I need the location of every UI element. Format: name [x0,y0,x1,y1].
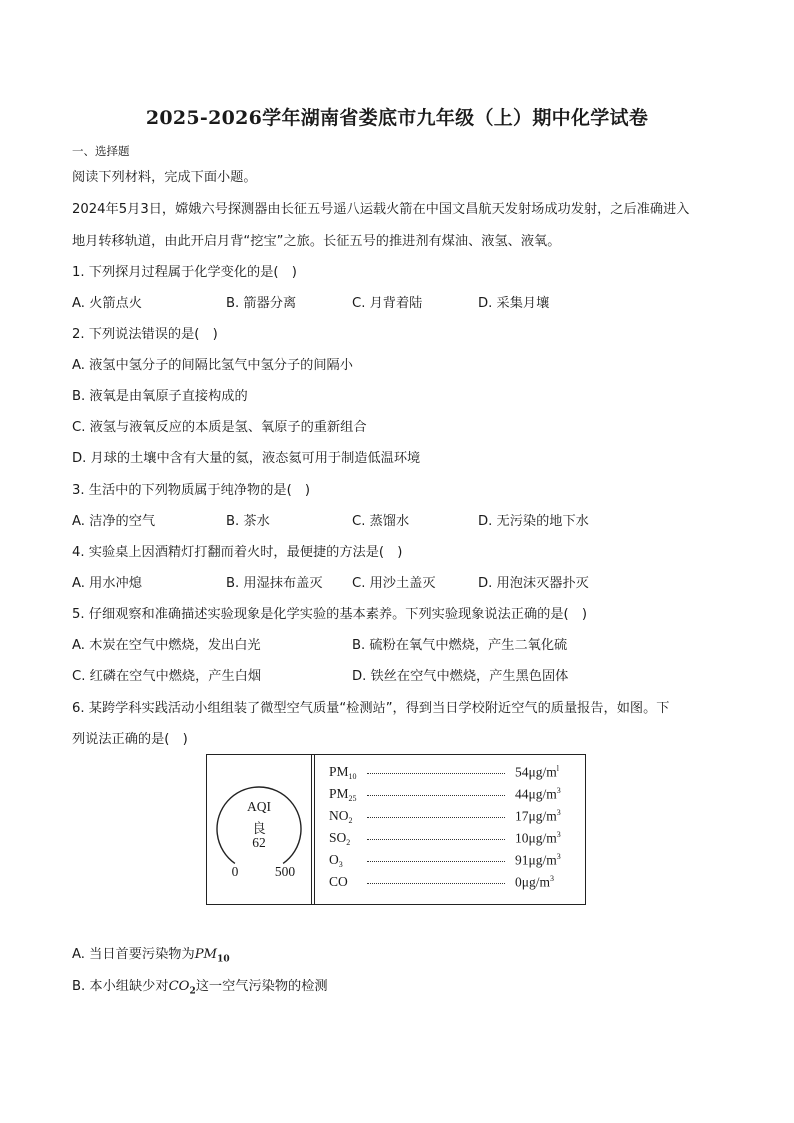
pollutant-name: $NO_2$ [329,808,353,825]
question-6-option-b: B. 本小组缺少对$CO_2$这一空气污染物的检测 [72,979,328,997]
aqi-scale-max: 500 [274,864,296,879]
pollutant-name: $PM_{10}$ [329,764,357,781]
aqi-level: 良 [252,821,266,836]
question-5-option-c: C. 红磷在空气中燃烧，产生白烟 [72,669,262,684]
question-6-stem-line-1: 6. 某跨学科实践活动小组组装了微型空气质量“检测站”，得到当日学校附近空气的质量报告，如图。下 [72,701,670,716]
question-6-stem-line-2: 列说法正确的是( ) [72,732,188,747]
leader-dots [367,861,505,862]
question-3-stem: 3. 生活中的下列物质属于纯净物的是( ) [72,483,311,498]
question-5-stem: 5. 仔细观察和准确描述实验现象是化学实验的基本素养。下列实验现象说法正确的是( ) [72,607,587,622]
question-1-option-d: D. 采集月壤 [478,296,550,311]
question-4-option-d: D. 用泡沫灭器扑灭 [478,576,589,591]
aqi-value: 62 [252,835,266,850]
leader-dots [367,839,505,840]
aqi-scale-min: 0 [231,864,239,879]
question-4-option-c: C. 用沙土盖灭 [352,576,436,591]
page-title: 2025-2026学年湖南省娄底市九年级（上）期中化学试卷 [145,107,649,129]
question-5-option-b: B. 硫粉在氧气中燃烧，产生二氧化硫 [352,638,568,653]
question-1-option-b: B. 箭器分离 [226,296,297,311]
pollutant-value: $54\mu g/m^l$ [515,764,559,780]
question-3-option-c: C. 蒸馏水 [352,514,410,529]
question-4-option-b: B. 用湿抹布盖灭 [226,576,323,591]
pollutant-name: $SO_2$ [329,830,351,847]
question-1-stem: 1. 下列探月过程属于化学变化的是( ) [72,265,297,280]
pollutant-name: $O_3$ [329,852,343,869]
question-2-option-b: B. 液氧是由氧原子直接构成的 [72,389,248,404]
question-2-stem: 2. 下列说法错误的是( ) [72,327,218,342]
pollutant-value: $0\mu g/m^3$ [515,874,554,890]
question-3-option-a: A. 洁净的空气 [72,514,156,529]
question-2-option-d: D. 月球的土壤中含有大量的氦，液态氦可用于制造低温环境 [72,451,421,466]
leader-dots [367,795,505,796]
pollutant-name: $PM_{25}$ [329,786,357,803]
leader-dots [367,883,505,884]
question-2-option-c: C. 液氢与液氧反应的本质是氢、氧原子的重新组合 [72,420,367,435]
question-3-option-d: D. 无污染的地下水 [478,514,589,529]
material-line-1: 2024年5月3日，嫦娥六号探测器由长征五号遥八运载火箭在中国文昌航天发射场成功发射，之后准确进入 [72,202,690,217]
pollutant-value: $44\mu g/m^3$ [515,786,561,802]
question-3-option-b: B. 茶水 [226,514,270,529]
question-5-option-d: D. 铁丝在空气中燃烧，产生黑色固体 [352,669,569,684]
leader-dots [367,773,505,774]
pollutant-value: $17\mu g/m^3$ [515,808,561,824]
pollutant-value: $91\mu g/m^3$ [515,852,561,868]
question-6-option-a: A. 当日首要污染物为$PM_{10}$ [72,947,230,965]
question-5-option-a: A. 木炭在空气中燃烧，发出白光 [72,638,261,653]
material-line-2: 地月转移轨道，由此开启月背“挖宝”之旅。长征五号的推进剂有煤油、液氢、液氧。 [72,234,561,249]
reading-intro: 阅读下列材料，完成下面小题。 [72,170,257,185]
figure-divider [311,755,315,904]
question-4-option-a: A. 用水冲熄 [72,576,142,591]
question-4-stem: 4. 实验桌上因酒精灯打翻而着火时，最便捷的方法是( ) [72,545,403,560]
leader-dots [367,817,505,818]
question-1-option-a: A. 火箭点火 [72,296,142,311]
question-1-option-c: C. 月背着陆 [352,296,423,311]
air-quality-report-figure [206,754,586,905]
question-2-option-a: A. 液氢中氢分子的间隔比氢气中氢分子的间隔小 [72,358,353,373]
pollutant-value: $10\mu g/m^3$ [515,830,561,846]
aqi-label: AQI [247,799,271,814]
section-heading: 一、选择题 [72,144,130,158]
pollutant-name: CO [329,874,348,889]
